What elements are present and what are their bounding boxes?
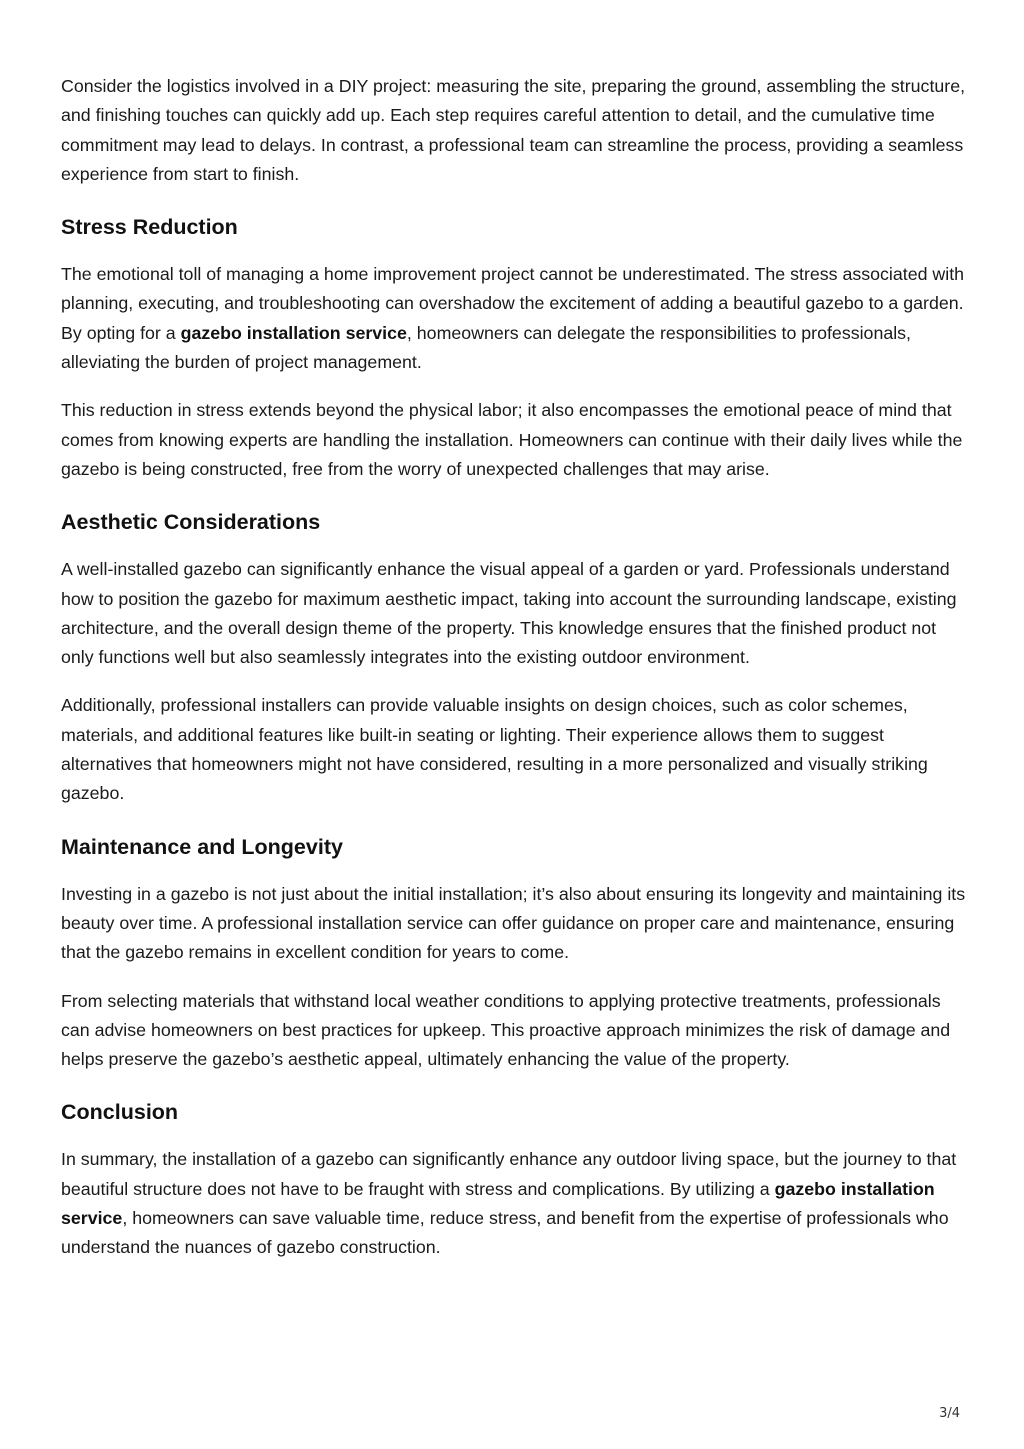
bold-keyword: gazebo installation service [180,322,407,343]
maintenance-paragraph-1: Investing in a gazebo is not just about the initial installation; it’s also about ensuring its longevity and maintaining its beauty over time. A professional installation service can offer guidance on proper care and maintenance, ensuring that the gazebo remains in excellent condition for years to come. [61,883,966,963]
intro-paragraph: Consider the logistics involved in a DIY project: measuring the site, preparing the ground, assembling the structure, and finishing touches can quickly add up. Each step requires careful attention to detail, and the cumulative time commitment may lead to delays. In contrast, a professional team can streamline the process, providing a seamless experience from start to finish. [61,76,966,184]
aesthetic-considerations-paragraph-1: A well-installed gazebo can significantly enhance the visual appeal of a garden or yard. Professionals understand how to position the gazebo for maximum aesthetic impact, taking into account the surrounding landscape, existing architecture, and the overall design theme of the property. This knowledge ensures that the finished product not only functions well but also seamlessly integrates into the existing outdoor environment. [61,559,957,668]
section-heading-aesthetic-considerations: Aesthetic Considerations [61,510,321,535]
paragraph-text: , homeowners can save valuable time, reduce stress, and benefit from the expertise of professionals who understand the nuances of gazebo construction. [61,1208,949,1258]
paragraph-text: The emotional toll of managing a home improvement project cannot be underestimated. The stress associated with planning, executing, and troubleshooting can overshadow the excitement of adding a beautiful gazebo to a garden. By opting for a [61,264,965,343]
maintenance-paragraph-2: From selecting materials that withstand local weather conditions to applying protective treatments, professionals can advise homeowners on best practices for upkeep. This proactive approach minimizes the risk of damage and helps preserve the gazebo’s aesthetic appeal, ultimately enhancing the value of the property. [61,990,951,1070]
section-heading-maintenance-and-longevity: Maintenance and Longevity [61,834,343,859]
bold-keyword: gazebo installation service [61,1178,935,1229]
paragraph-text: In summary, the installation of a gazebo can significantly enhance any outdoor living space, but the journey to that beautiful structure does not have to be fraught with stress and complications. By utilizing a [61,1149,957,1199]
stress-reduction-paragraph-2: This reduction in stress extends beyond the physical labor; it also encompasses the emotional peace of mind that comes from knowing experts are handling the installation. Homeowners can continue with their daily lives while the gazebo is being constructed, free from the worry of unexpected challenges that may arise. [61,400,963,479]
section-heading-conclusion: Conclusion [61,1100,179,1125]
page-number: 3/4 [939,1406,960,1421]
document-page [61,72,969,1282]
aesthetic-considerations-paragraph-2: Additionally, professional installers can provide valuable insights on design choices, such as color schemes, materials, and additional features like built-in seating or lighting. Their experience allows them to suggest alternatives that homeowners might not have considered, resulting in a more personalized and visually striking gazebo. [61,695,928,804]
paragraph-text: , homeowners can delegate the responsibilities to professionals, alleviating the burden of project management. [61,322,911,373]
stress-reduction-paragraph-1 [61,260,969,377]
conclusion-paragraph [61,1145,969,1262]
section-heading-stress-reduction: Stress Reduction [61,215,238,240]
